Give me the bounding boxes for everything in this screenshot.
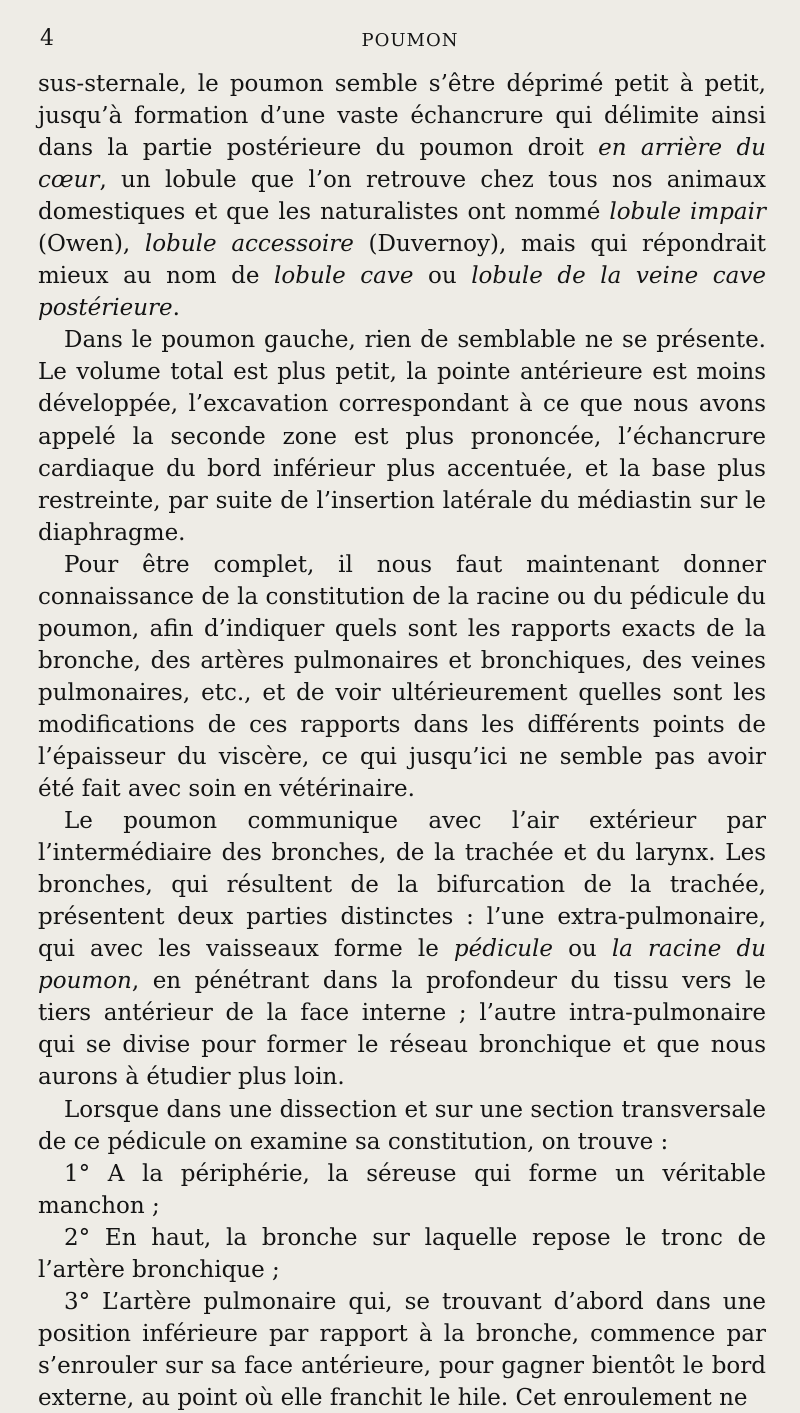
list-item <box>38 1158 766 1222</box>
italic-phrase: lobule de la veine cave postérieure <box>38 263 766 322</box>
text-segment: (Duvernoy), mais qui répondrait mieux au nom de <box>38 231 766 290</box>
text-segment: ou <box>552 936 612 963</box>
text-segment: Lorsque dans une dissection et sur une section transversale de ce pédicule on examine sa constitution, on trouve : <box>38 1096 766 1155</box>
text-segment: Pour être complet, il nous faut maintenant donner connaissance de la constitution de la racine ou du pédicule du poumon, afin d’indiquer quels sont les rapports exacts de la bronche, des artères pulmonaires et bronchiques, des veines pulmonaires, etc., et de voir ultérieurement quelles sont les modifications de ces rapports dans les différents points de l’épaisseur du viscère, ce qui jusqu’ici ne semble pas avoir été fait avec soin en vétérinaire. <box>38 551 766 803</box>
italic-phrase: la racine du poumon <box>38 936 766 995</box>
italic-phrase: lobule impair <box>609 199 766 226</box>
text-segment: sus-sternale, le poumon semble s’être déprimé petit à petit, jusqu’à formation d’une vaste échancrure qui délimite ainsi dans la partie postérieure du poumon droit <box>38 71 766 162</box>
text-segment: 3° L’artère pulmonaire qui, se trouvant d’abord dans une position inférieure par rapport à la bronche, commence par s’enrouler sur sa face antérieure, pour gagner bientôt le bord externe, au point où elle franchit le hile. Cet enroulement ne <box>38 1288 766 1411</box>
paragraph <box>38 68 766 324</box>
italic-phrase: pédicule <box>453 936 553 963</box>
italic-phrase: lobule accessoire <box>144 231 354 258</box>
text-segment: 2° En haut, la bronche sur laquelle repose le tronc de l’artère bronchique ; <box>38 1224 766 1283</box>
page-number: 4 <box>40 26 54 51</box>
italic-phrase: en arrière du cœur <box>38 135 766 194</box>
paragraph <box>38 1094 766 1158</box>
text-segment: 1° A la périphérie, la séreuse qui forme un véritable manchon ; <box>38 1160 766 1219</box>
paragraph <box>38 324 766 548</box>
text-segment: Dans le poumon gauche, rien de semblable ne se présente. Le volume total est plus petit, la pointe antérieure est moins développée, l’excavation correspondant à ce que nous avons appelé la seconde zone est plus prononcée, l’échancrure cardiaque du bord inférieur plus accentuée, et la base plus restreinte, par suite de l’insertion latérale du médiastin sur le diaphragme. <box>38 327 766 546</box>
running-title: POUMON <box>361 30 459 51</box>
text-segment: , un lobule que l’on retrouve chez tous nos animaux domestiques et que les naturalistes ont nommé <box>38 167 766 226</box>
text-segment: Le poumon communique avec l’air extérieur par l’intermédiaire des bronches, de la trachée et du larynx. Les bronches, qui résultent de la bifurcation de la trachée, présentent deux parties distinctes : l’une extra-pulmonaire, qui avec les vaisseaux forme le <box>38 808 766 963</box>
italic-phrase: lobule cave <box>274 263 414 290</box>
text-segment: . <box>172 295 180 322</box>
list-item <box>38 1286 766 1413</box>
text-segment: (Owen), <box>38 231 145 258</box>
text-segment: ou <box>413 263 472 290</box>
paragraph <box>38 805 766 1093</box>
page-header <box>40 26 780 60</box>
paragraph <box>38 549 766 805</box>
list-item <box>38 1222 766 1286</box>
body-text <box>38 68 766 1413</box>
text-segment: , en pénétrant dans la profondeur du tissu vers le tiers antérieur de la face interne ; l’autre intra-pulmonaire qui se divise pour former le réseau bronchique et que nous aurons à étudier plus loin. <box>38 968 766 1091</box>
